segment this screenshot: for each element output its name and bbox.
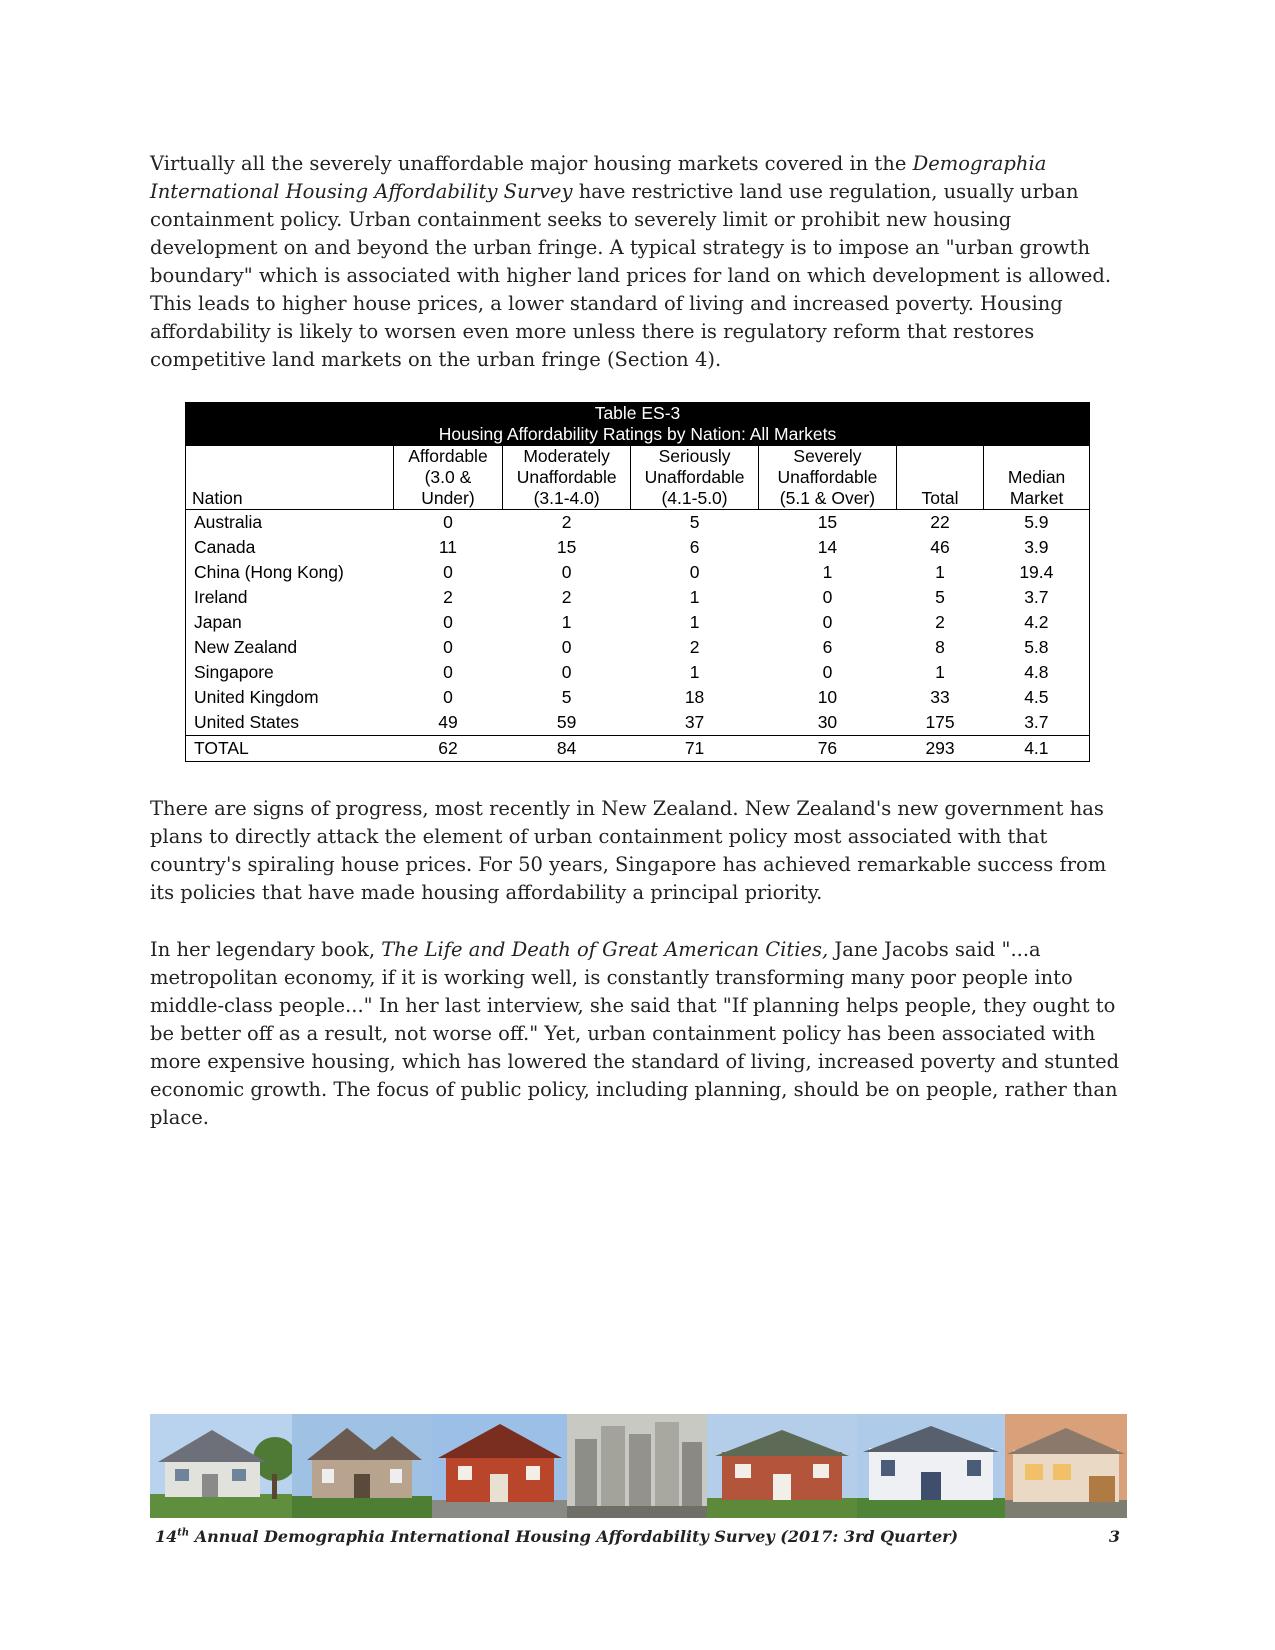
header-affordable: Affordable (3.0 & Under) — [393, 446, 503, 510]
table-row: China (Hong Kong) 0 0 0 1 1 19.4 — [186, 560, 1090, 585]
house-photo-4 — [567, 1414, 707, 1518]
table-total-row: TOTAL 62 84 71 76 293 4.1 — [186, 736, 1090, 762]
header-nation: Nation — [186, 446, 394, 510]
table-row: Canada 11 15 6 14 46 3.9 — [186, 535, 1090, 560]
header-severely-unaffordable: Severely Unaffordable (5.1 & Over) — [759, 446, 897, 510]
footer-title: 14th Annual Demographia International Housing Affordability Survey (2017: 3rd Quarter) — [155, 1527, 959, 1546]
house-photo-banner — [150, 1414, 1127, 1518]
jacobs-paragraph: In her legendary book, The Life and Death of Great American Cities, Jane Jacobs said "...a metropolitan economy, if it is working well, is constantly transforming many poor people into middle-class people..." In her last interview, she said that "If planning helps people, they ought to be better off as a result, not worse off." Yet, urban containment policy has been associated with more expensive housing, which has lowered the standard of living, increased poverty and stunted economic growth. The focus of public policy, including planning, should be on people, rather than place. — [150, 938, 1120, 1129]
book-title-italic: The Life and Death of Great American Cities, — [381, 938, 829, 961]
header-total: Total — [896, 446, 983, 510]
table-es3 — [185, 402, 1090, 762]
table-row: United States 49 59 37 30 175 3.7 — [186, 710, 1090, 736]
house-photo-5 — [707, 1414, 857, 1518]
table-title: Table ES-3 Housing Affordability Ratings by Nation: All Markets — [186, 403, 1090, 446]
table-row: Singapore 0 0 1 0 1 4.8 — [186, 660, 1090, 685]
table-row: Japan 0 1 1 0 2 4.2 — [186, 610, 1090, 635]
table-row: New Zealand 0 0 2 6 8 5.8 — [186, 635, 1090, 660]
progress-paragraph: There are signs of progress, most recently in New Zealand. New Zealand's new government has plans to directly attack the element of urban containment policy most associated with that country's spiraling house prices. For 50 years, Singapore has achieved remarkable success from its policies that have made housing affordability a principal priority. — [150, 797, 1107, 904]
table-row: United Kingdom 0 5 18 10 33 4.5 — [186, 685, 1090, 710]
header-seriously-unaffordable: Seriously Unaffordable (4.1-5.0) — [631, 446, 759, 510]
header-median-market: Median Market — [984, 446, 1090, 510]
house-photo-7 — [1005, 1414, 1127, 1518]
header-moderately-unaffordable: Moderately Unaffordable (3.1-4.0) — [503, 446, 631, 510]
survey-title-italic: Demographia International Housing Affordability Survey — [150, 152, 1047, 203]
house-photo-3 — [432, 1414, 567, 1518]
house-photo-2 — [292, 1414, 432, 1518]
page-number: 3 — [1108, 1527, 1120, 1546]
intro-paragraph: Virtually all the severely unaffordable major housing markets covered in the Demographia International Housing Affordability Survey have restrictive land use regulation, usually urban containment policy. Urban containment seeks to severely limit or prohibit new housing development on and beyond the urban fringe. A typical strategy is to impose an "urban growth boundary" which is associated with higher land prices for land on which development is allowed. This leads to higher house prices, a lower standard of living and increased poverty. Housing affordability is likely to worsen even more unless there is regulatory reform that restores competitive land markets on the urban fringe (Section 4). — [150, 152, 1112, 371]
house-photo-6 — [857, 1414, 1005, 1518]
page-footer — [155, 1527, 1120, 1546]
house-photo-1 — [150, 1414, 292, 1518]
table-row: Australia 0 2 5 15 22 5.9 — [186, 510, 1090, 536]
table-row: Ireland 2 2 1 0 5 3.7 — [186, 585, 1090, 610]
